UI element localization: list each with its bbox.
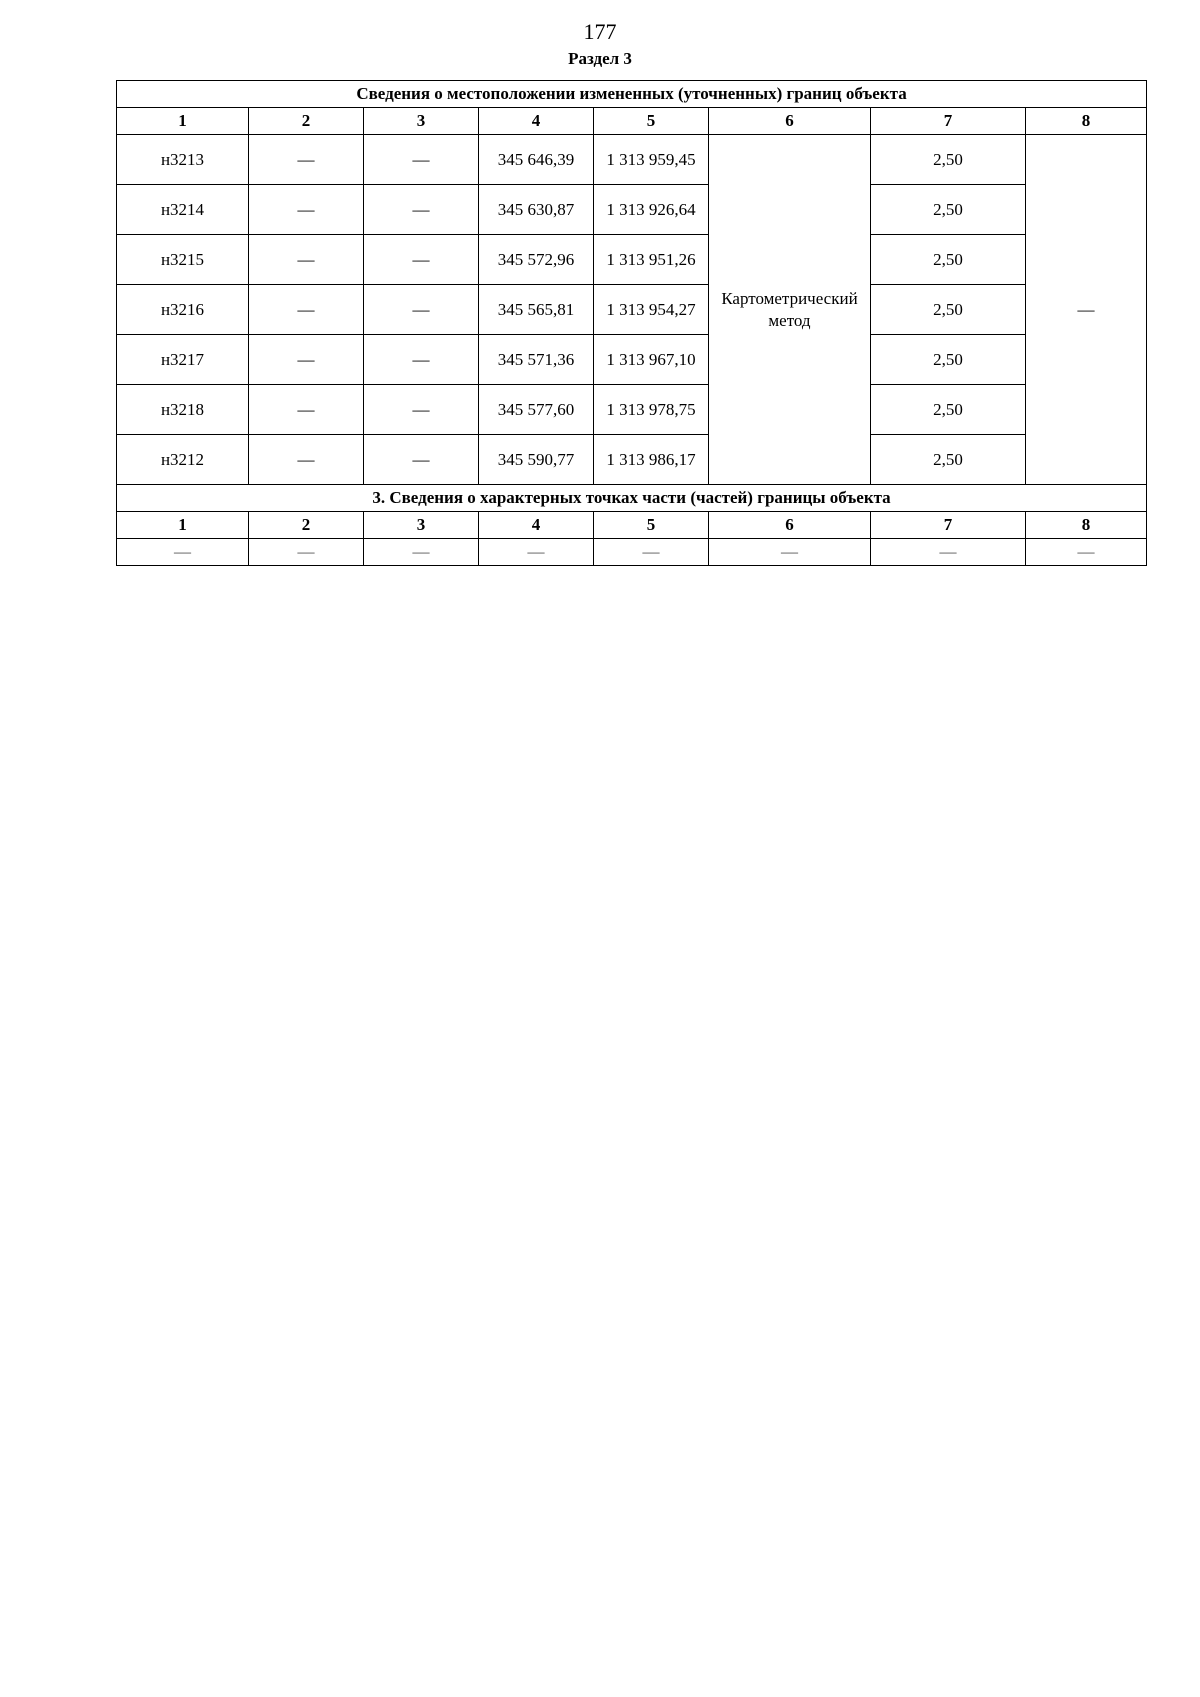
cell-col3: — <box>364 385 479 435</box>
column-number: 8 <box>1026 512 1147 539</box>
table-row <box>117 135 1147 185</box>
cell-col2: — <box>249 385 364 435</box>
column-number: 5 <box>594 108 709 135</box>
cell-col2: — <box>249 435 364 485</box>
column-number: 7 <box>871 512 1026 539</box>
coordinate-y: 1 313 978,75 <box>594 385 709 435</box>
cell-col2: — <box>249 335 364 385</box>
coordinate-x: 345 630,87 <box>479 185 594 235</box>
column-number: 5 <box>594 512 709 539</box>
coordinate-x: 345 565,81 <box>479 285 594 335</box>
cell-col3: — <box>364 335 479 385</box>
cell-col2: — <box>249 235 364 285</box>
cell-col2: — <box>249 285 364 335</box>
point-name: н3212 <box>117 435 249 485</box>
cell-col3: — <box>364 435 479 485</box>
col8-cell: — <box>1026 135 1147 485</box>
column-number: 6 <box>709 108 871 135</box>
empty-cell: — <box>249 539 364 566</box>
accuracy-value: 2,50 <box>871 285 1026 335</box>
cell-col3: — <box>364 285 479 335</box>
cell-col3: — <box>364 185 479 235</box>
table-title: 3. Сведения о характерных точках части (частей) границы объекта <box>117 485 1147 512</box>
accuracy-value: 2,50 <box>871 135 1026 185</box>
table-row <box>117 285 1147 335</box>
column-number: 7 <box>871 108 1026 135</box>
table-row <box>117 385 1147 435</box>
column-number: 4 <box>479 512 594 539</box>
coordinate-y: 1 313 954,27 <box>594 285 709 335</box>
point-name: н3214 <box>117 185 249 235</box>
cell-col3: — <box>364 235 479 285</box>
table-row <box>117 335 1147 385</box>
empty-cell: — <box>479 539 594 566</box>
table-title: Сведения о местоположении измененных (уточненных) границ объекта <box>117 81 1147 108</box>
column-number: 1 <box>117 108 249 135</box>
coordinate-y: 1 313 986,17 <box>594 435 709 485</box>
column-number: 2 <box>249 512 364 539</box>
column-number: 1 <box>117 512 249 539</box>
point-name: н3217 <box>117 335 249 385</box>
empty-cell: — <box>709 539 871 566</box>
accuracy-value: 2,50 <box>871 235 1026 285</box>
accuracy-value: 2,50 <box>871 335 1026 385</box>
accuracy-value: 2,50 <box>871 185 1026 235</box>
page-number: 177 <box>583 19 617 44</box>
accuracy-value: 2,50 <box>871 435 1026 485</box>
coordinate-x: 345 572,96 <box>479 235 594 285</box>
column-number: 6 <box>709 512 871 539</box>
empty-cell: — <box>594 539 709 566</box>
table-title-row <box>117 485 1147 512</box>
column-number-row <box>117 512 1147 539</box>
coordinate-x: 345 577,60 <box>479 385 594 435</box>
empty-cell: — <box>1026 539 1147 566</box>
method-cell: Картометрический метод <box>709 135 871 485</box>
empty-cell: — <box>871 539 1026 566</box>
column-number: 3 <box>364 108 479 135</box>
empty-cell: — <box>364 539 479 566</box>
column-number: 2 <box>249 108 364 135</box>
column-number-row <box>117 108 1147 135</box>
boundary-table <box>116 80 1147 566</box>
empty-cell: — <box>117 539 249 566</box>
column-number: 8 <box>1026 108 1147 135</box>
coordinate-y: 1 313 926,64 <box>594 185 709 235</box>
accuracy-value: 2,50 <box>871 385 1026 435</box>
coordinate-x: 345 646,39 <box>479 135 594 185</box>
column-number: 4 <box>479 108 594 135</box>
coordinate-x: 345 571,36 <box>479 335 594 385</box>
coordinate-y: 1 313 951,26 <box>594 235 709 285</box>
coordinate-y: 1 313 967,10 <box>594 335 709 385</box>
table-row <box>117 185 1147 235</box>
point-name: н3218 <box>117 385 249 435</box>
table-row <box>117 435 1147 485</box>
cell-col2: — <box>249 185 364 235</box>
table-title-row <box>117 81 1147 108</box>
point-name: н3213 <box>117 135 249 185</box>
table-row <box>117 235 1147 285</box>
cell-col3: — <box>364 135 479 185</box>
coordinate-y: 1 313 959,45 <box>594 135 709 185</box>
column-number: 3 <box>364 512 479 539</box>
coordinate-x: 345 590,77 <box>479 435 594 485</box>
table-row <box>117 539 1147 566</box>
section-title: Раздел 3 <box>568 49 632 68</box>
point-name: н3216 <box>117 285 249 335</box>
point-name: н3215 <box>117 235 249 285</box>
cell-col2: — <box>249 135 364 185</box>
